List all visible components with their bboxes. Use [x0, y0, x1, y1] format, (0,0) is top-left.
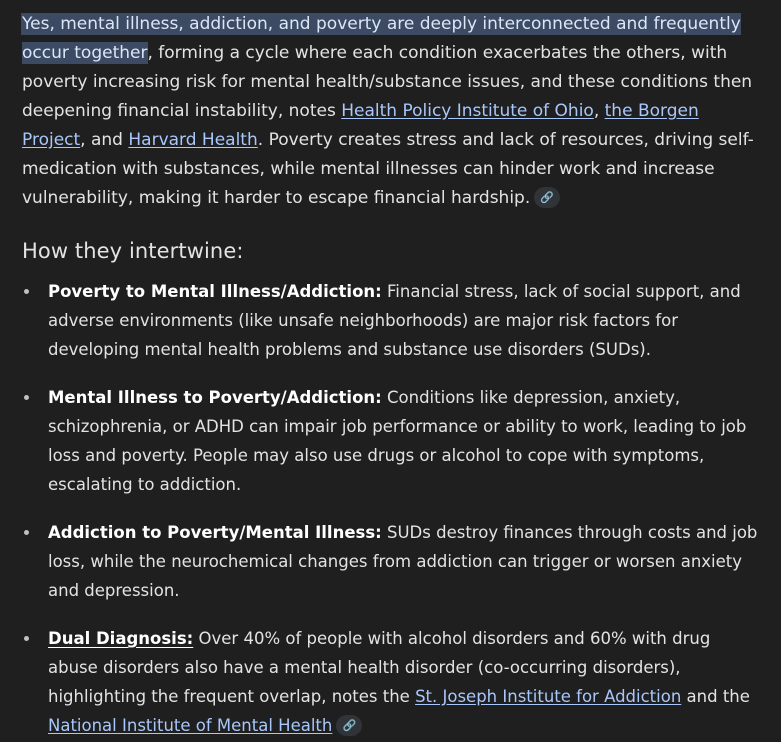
intro-text-after-highlight: , forming a cycle where each condition exacerbates the others, with poverty increasing risk for mental health/substance issues, and these conditions then deepening financial instability, notes [22, 43, 753, 121]
intro-text-tail: . Poverty creates stress and lack of resources, driving self-medication with substances, while mental illnesses can hinder work and increase vulnerability, making it harder to escape financial hardship. [22, 130, 754, 208]
list-item [22, 383, 759, 499]
bullet-body-text: Financial stress, lack of social support, and adverse environments (like unsafe neighborhoods) are major risk factors for developing mental health problems and substance use disorders (SUDs). [48, 282, 741, 359]
separator-2: , and [80, 130, 129, 150]
section-heading: How they intertwine: [22, 239, 244, 263]
citation-link-icon[interactable]: 🔗 [534, 187, 560, 208]
source-link-harvard-health[interactable]: Harvard Health [128, 130, 258, 150]
bullet-body-text: SUDs destroy finances through costs and job loss, while the neurochemical changes from addiction can trigger or worsen anxiety and depression. [48, 523, 758, 600]
bullet-lead-label: Poverty to Mental Illness/Addiction: [48, 282, 382, 301]
bullet-lead-label: Addiction to Poverty/Mental Illness: [48, 523, 382, 542]
list-item [22, 277, 759, 364]
highlighted-answer-text[interactable]: Yes, mental illness, addiction, and poverty are deeply interconnected and frequently occur together [22, 14, 741, 63]
bullet-lead-label: Mental Illness to Poverty/Addiction: [48, 388, 382, 407]
list-item [22, 518, 759, 605]
intro-paragraph [22, 10, 759, 213]
bullet-body-mid: and the [681, 687, 750, 706]
source-link-national-institute-of-mental-health[interactable]: National Institute of Mental Health [48, 716, 333, 735]
bullet-body-text: Over 40% of people with alcohol disorders and 60% with drug abuse disorders also have a mental health disorder (co-occurring disorders), highlighting the frequent overlap, notes the [48, 629, 711, 706]
citation-link-icon[interactable]: 🔗 [336, 715, 362, 736]
bullet-lead-label-dual-diagnosis: Dual Diagnosis: [48, 629, 194, 648]
bullet-body-text: Conditions like depression, anxiety, schizophrenia, or ADHD can impair job performance or ability to work, leading to job loss and poverty. People may also use drugs or alcohol to cope with symptoms, escalating to addiction. [48, 388, 747, 494]
list-item [22, 624, 759, 740]
source-link-the-borgen-project[interactable]: the Borgen Project [22, 101, 699, 150]
separator-1: , [593, 101, 605, 121]
source-link-st-joseph-institute-for-addiction[interactable]: St. Joseph Institute for Addiction [415, 687, 682, 706]
intertwine-list [22, 277, 759, 740]
source-link-health-policy-institute-of-ohio[interactable]: Health Policy Institute of Ohio [341, 101, 594, 121]
